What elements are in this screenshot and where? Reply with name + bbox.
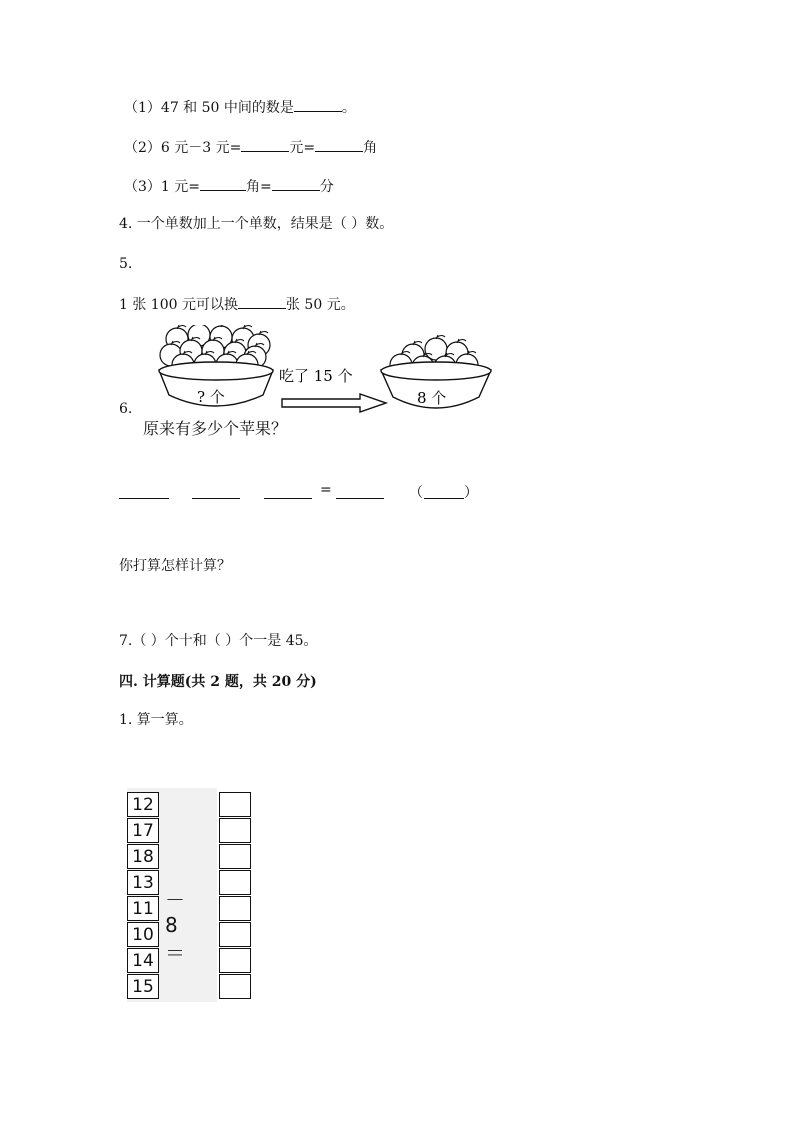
number-cell: 11 bbox=[127, 896, 159, 921]
equation-blank-4[interactable] bbox=[336, 484, 384, 499]
paren-close: ） bbox=[464, 485, 478, 501]
paren-open: （ bbox=[409, 485, 423, 501]
left-bowl-label: ? 个 bbox=[197, 388, 225, 406]
q3-item-2-mid: 元= bbox=[289, 140, 316, 156]
answer-box[interactable] bbox=[219, 792, 251, 817]
number-cell: 12 bbox=[127, 792, 159, 817]
minus-eight-operator: －8＝ bbox=[165, 888, 185, 965]
number-cell: 14 bbox=[127, 948, 159, 973]
equation-blank-3[interactable] bbox=[264, 484, 312, 499]
q3-item-2-text: （2）6 元－3 元= bbox=[124, 140, 242, 156]
right-bowl-label: 8 个 bbox=[417, 389, 447, 407]
answer-box[interactable] bbox=[219, 948, 251, 973]
q5-number: 5. bbox=[119, 256, 133, 272]
answer-blank[interactable] bbox=[200, 176, 246, 191]
q6-number: 6. bbox=[119, 401, 133, 417]
q7-text: 7.（ ）个十和（ ）个一是 45。 bbox=[119, 633, 318, 649]
q3-item-1-suffix: 。 bbox=[341, 100, 356, 116]
answer-box[interactable] bbox=[219, 896, 251, 921]
answer-blank[interactable] bbox=[238, 294, 286, 309]
equals-sign: = bbox=[320, 482, 332, 498]
number-cell: 15 bbox=[127, 974, 159, 999]
q3-item-1 bbox=[124, 97, 356, 117]
answer-box[interactable] bbox=[219, 844, 251, 869]
q5-suffix: 张 50 元。 bbox=[285, 297, 355, 313]
answer-blank[interactable] bbox=[315, 137, 363, 152]
q6-question: 原来有多少个苹果？ bbox=[143, 419, 288, 438]
equation-blank-1[interactable] bbox=[119, 484, 169, 499]
q3-item-3-suffix: 分 bbox=[319, 179, 334, 195]
answer-box[interactable] bbox=[219, 870, 251, 895]
s4-q1-text: 1. 算一算。 bbox=[119, 712, 193, 728]
answer-box[interactable] bbox=[219, 922, 251, 947]
q3-item-1-text: （1）47 和 50 中间的数是 bbox=[124, 100, 294, 116]
q6-followup: 你打算怎样计算？ bbox=[119, 558, 231, 574]
equation-blank-2[interactable] bbox=[192, 484, 240, 499]
answer-blank[interactable] bbox=[294, 97, 342, 112]
section-4-title: 四. 计算题(共 2 题，共 20 分) bbox=[119, 674, 317, 690]
arrow-icon bbox=[282, 394, 386, 412]
number-cell: 13 bbox=[127, 870, 159, 895]
answer-blank[interactable] bbox=[241, 137, 289, 152]
q3-item-3-mid: 角= bbox=[246, 179, 272, 195]
q5-text bbox=[119, 294, 355, 314]
q3-item-2 bbox=[124, 137, 377, 157]
q5-prefix: 1 张 100 元可以换 bbox=[119, 297, 238, 313]
arrow-label: 吃了 15 个 bbox=[279, 367, 353, 385]
answer-blank[interactable] bbox=[272, 176, 320, 191]
equation-row bbox=[119, 482, 479, 504]
number-cell: 18 bbox=[127, 844, 159, 869]
answer-box[interactable] bbox=[219, 974, 251, 999]
q3-item-2-suffix: 角 bbox=[363, 140, 378, 156]
q4-text: 4. 一个单数加上一个单数，结果是（ ）数。 bbox=[119, 216, 394, 232]
q3-item-3-text: （3）1 元= bbox=[124, 179, 200, 195]
unit-blank[interactable] bbox=[424, 484, 464, 499]
q3-item-3 bbox=[124, 176, 334, 196]
answer-box[interactable] bbox=[219, 818, 251, 843]
number-cell: 10 bbox=[127, 922, 159, 947]
number-cell: 17 bbox=[127, 818, 159, 843]
